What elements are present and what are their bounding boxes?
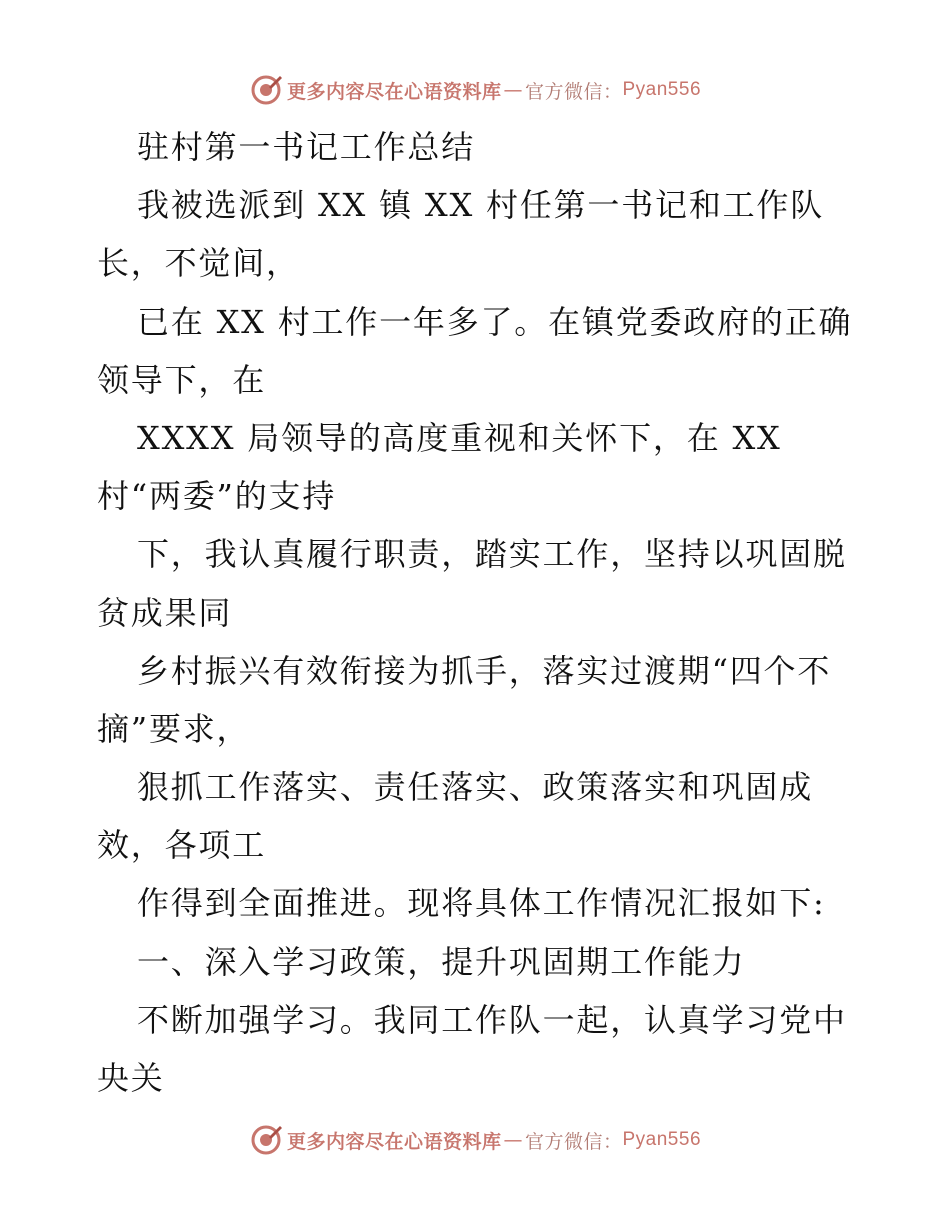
doc-line: 长，不觉间， bbox=[97, 244, 300, 283]
doc-line: 贫成果同 bbox=[97, 593, 233, 632]
doc-line: XXXX 局领导的高度重视和关怀下，在 XX bbox=[137, 418, 782, 457]
pen-logo-icon bbox=[249, 1123, 283, 1157]
banner-wechat-id: Pyan556 bbox=[622, 79, 702, 100]
banner-main-text: 更多内容尽在心语资料库 bbox=[286, 1130, 502, 1153]
header-watermark-banner bbox=[0, 70, 950, 110]
doc-line: 不断加强学习。我同工作队一起，认真学习党中 bbox=[137, 1000, 847, 1039]
doc-line: 已在 XX 村工作一年多了。在镇党委政府的正确 bbox=[137, 302, 853, 341]
pen-logo-icon bbox=[249, 73, 283, 107]
doc-line: 我被选派到 XX 镇 XX 村任第一书记和工作队 bbox=[137, 186, 825, 225]
doc-line: 乡村振兴有效衔接为抓手，落实过渡期“四个不 bbox=[137, 651, 832, 690]
doc-line: 央关 bbox=[97, 1059, 165, 1097]
banner-separator: — bbox=[503, 1129, 523, 1151]
doc-title: 驻村第一书记工作总结 bbox=[137, 128, 476, 166]
doc-line: 作得到全面推进。现将具体工作情况汇报如下: bbox=[137, 884, 826, 923]
doc-line: 下，我认真履行职责，踏实工作，坚持以巩固脱 bbox=[137, 535, 847, 574]
doc-line: 狠抓工作落实、责任落实、政策落实和巩固成 bbox=[137, 768, 814, 807]
doc-line: 村“两委”的支持 bbox=[97, 477, 337, 516]
banner-main-text: 更多内容尽在心语资料库 bbox=[286, 80, 502, 103]
banner-sub-text: 官方微信： bbox=[524, 1130, 623, 1153]
banner-separator: — bbox=[503, 79, 523, 101]
banner-sub-text: 官方微信： bbox=[524, 80, 623, 103]
doc-line: 摘”要求， bbox=[97, 709, 251, 748]
document-body bbox=[97, 118, 867, 1107]
banner-wechat-id: Pyan556 bbox=[622, 1129, 702, 1150]
section-heading: 一、深入学习政策，提升巩固期工作能力 bbox=[137, 942, 746, 981]
doc-line: 效，各项工 bbox=[97, 826, 267, 865]
doc-line: 领导下，在 bbox=[97, 360, 267, 399]
footer-watermark-banner bbox=[0, 1120, 950, 1160]
